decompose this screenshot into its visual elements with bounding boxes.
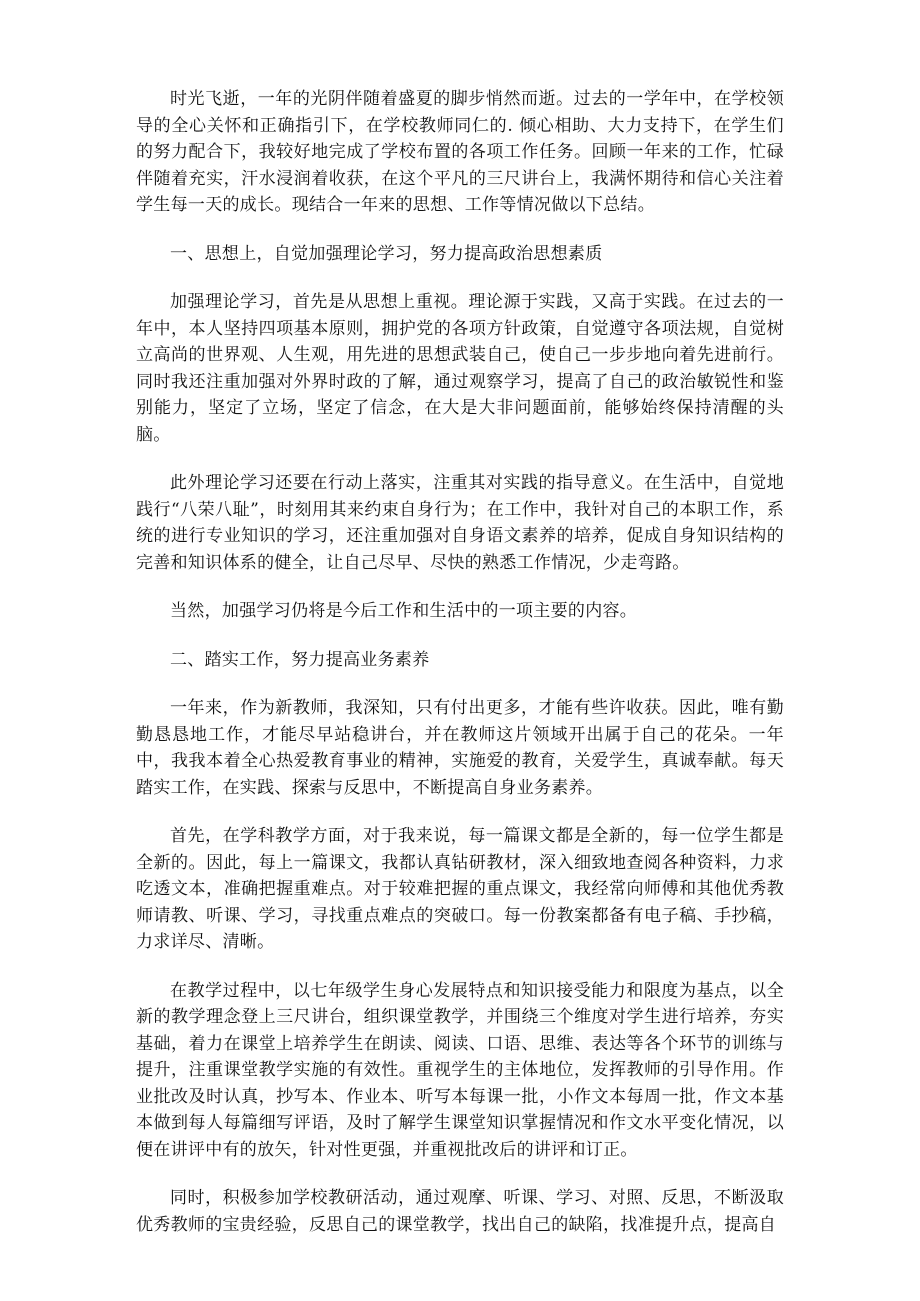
- research-activity-paragraph: 同时，积极参加学校教研活动，通过观摩、听课、学习、对照、反思，不断汲取优秀教师的宝贵经验，反思自己的课堂教学，找出自己的缺陷，找准提升点，提高自: [136, 1188, 784, 1235]
- document-body: [136, 86, 784, 1238]
- study-summary-paragraph: 当然，加强学习仍将是今后工作和生活中的一项主要的内容。: [170, 601, 638, 621]
- paragraph-gap: [136, 448, 784, 470]
- paragraph-gap: [136, 956, 784, 978]
- paragraph-gap: [136, 801, 784, 823]
- intro-paragraph: 时光飞逝，一年的光阴伴随着盛夏的脚步悄然而逝。过去的一学年中，在学校领导的全心关怀和正确指引下，在学校教师同仁的. 倾心相助、大力支持下，在学生们的努力配合下，我较好地完成了学校布置的各项工作任务。回顾一年来的工作，忙碌伴随着充实，汗水浸润着收获，在这个平凡的三尺讲台上，我满怀期待和信心关注着学生每一天的成长。现结合一年来的思想、工作等情况做以下总结。: [136, 89, 784, 215]
- practice-paragraph: 此外理论学习还要在行动上落实，注重其对实践的指导意义。在生活中，自觉地践行“八荣八耻”，时刻用其来约束自身行为；在工作中，我针对自己的本职工作，系统的进行专业知识的学习，还注重加强对自身语文素养的培养，促成自身知识结构的完善和知识体系的健全，让自己尽早、尽快的熟悉工作情况，少走弯路。: [136, 473, 784, 573]
- new-teacher-paragraph: 一年来，作为新教师，我深知，只有付出更多，才能有些许收获。因此，唯有勤勤恳恳地工作，才能尽早站稳讲台，并在教师这片领域开出属于自己的花朵。一年中，我我本着全心热爱教育事业的精神，实施爱的教育，关爱学生，真诚奉献。每天踏实工作，在实践、探索与反思中，不断提高自身业务素养。: [136, 698, 784, 798]
- paragraph-gap: [136, 267, 784, 289]
- subject-teaching-paragraph: 首先，在学科教学方面，对于我来说，每一篇课文都是全新的，每一位学生都是全新的。因此，每上一篇课文，我都认真钻研教材，深入细致地查阅各种资料，力求吃透文本，准确把握重难点。对于较难把握的重点课文，我经常向师傅和其他优秀教师请教、听课、学习，寻找重点难点的突破口。每一份教案都备有电子稿、手抄稿，力求详尽、清晰。: [136, 826, 784, 952]
- theory-study-paragraph: 加强理论学习，首先是从思想上重视。理论源于实践，又高于实践。在过去的一年中，本人坚持四项基本原则，拥护党的各项方针政策，自觉遵守各项法规，自觉树立高尚的世界观、人生观，用先进的思想武装自己，使自己一步步地向着先进前行。同时我还注重加强对外界时政的了解，通过观察学习，提高了自己的政治敏锐性和鉴别能力，坚定了立场，坚定了信念，在大是大非问题面前，能够始终保持清醒的头脑。: [136, 292, 784, 445]
- teaching-process-paragraph: 在教学过程中，以七年级学生身心发展特点和知识接受能力和限度为基点，以全新的教学理念登上三尺讲台，组织课堂教学，并围绕三个维度对学生进行培养，夯实基础，着力在课堂上培养学生在朗读、阅读、口语、思维、表达等各个环节的训练与提升，注重课堂教学实施的有效性。重视学生的主体地位，发挥教师的引导作用。作业批改及时认真，抄写本、作业本、听写本每课一批，小作文本每周一批，作文本基本做到每人每篇细写评语，及时了解学生课堂知识掌握情况和作文水平变化情况，以便在讲评中有的放矢，针对性更强，并重视批改后的讲评和订正。: [136, 980, 784, 1160]
- paragraph-gap: [136, 673, 784, 695]
- paragraph-gap: [136, 576, 784, 598]
- paragraph-gap: [136, 625, 784, 647]
- section-heading-ideology: 一、思想上，自觉加强理论学习，努力提高政治思想素质: [170, 243, 603, 264]
- paragraph-gap: [136, 219, 784, 241]
- paragraph-gap: [136, 1163, 784, 1185]
- section-heading-work: 二、踏实工作，努力提高业务素养: [170, 649, 430, 670]
